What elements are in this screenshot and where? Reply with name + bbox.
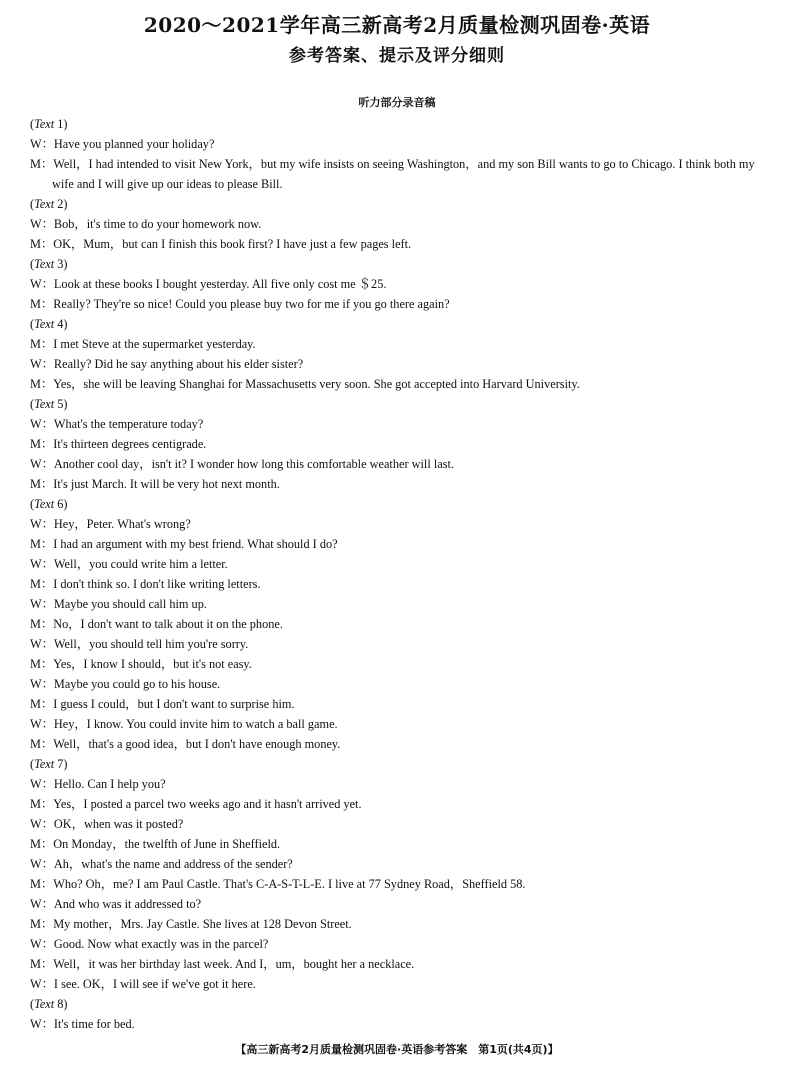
dialogue-line: W：Look at these books I bought yesterday. All five only cost me ＄25. bbox=[30, 277, 387, 291]
document-title: 2020～2021学年高三新高考2月质量检测巩固卷·英语 bbox=[143, 13, 651, 37]
label-open-paren: ( bbox=[30, 757, 35, 771]
label-word: Text bbox=[34, 257, 55, 271]
label-close-paren: ) bbox=[63, 117, 68, 131]
label-open-paren: ( bbox=[30, 117, 35, 131]
label-number: 5 bbox=[54, 397, 64, 411]
label-word: Text bbox=[34, 757, 55, 771]
dialogue-line: W：Hey，I know. You could invite him to watch a ball game. bbox=[30, 717, 338, 731]
dialogue-line: W：Have you planned your holiday? bbox=[30, 137, 215, 151]
label-close-paren: ) bbox=[63, 397, 68, 411]
dialogue-line: W：Well，you should tell him you're sorry. bbox=[30, 637, 249, 651]
label-close-paren: ) bbox=[63, 197, 68, 211]
label-number: 6 bbox=[54, 497, 64, 511]
section-heading: 听力部分录音稿 bbox=[358, 96, 436, 109]
dialogue-line: M：I don't think so. I don't like writing letters. bbox=[30, 577, 261, 591]
label-close-paren: ) bbox=[63, 497, 68, 511]
dialogue-line: W：Good. Now what exactly was in the parcel? bbox=[30, 937, 269, 951]
text-section-label bbox=[30, 394, 775, 414]
dialogue-line: M：I had an argument with my best friend. What should I do? bbox=[30, 537, 338, 551]
dialogue-line: W：Hello. Can I help you? bbox=[30, 777, 166, 791]
dialogue-line: M：Yes，I posted a parcel two weeks ago and it hasn't arrived yet. bbox=[30, 797, 362, 811]
dialogue-line: W：Maybe you should call him up. bbox=[30, 597, 207, 611]
text-section-label bbox=[30, 114, 775, 134]
label-number: 7 bbox=[54, 757, 64, 771]
label-word: Text bbox=[34, 397, 55, 411]
label-open-paren: ( bbox=[30, 257, 35, 271]
label-number: 3 bbox=[54, 257, 64, 271]
label-open-paren: ( bbox=[30, 397, 35, 411]
dialogue-line: W：It's time for bed. bbox=[30, 1017, 135, 1031]
dialogue-line: W：And who was it addressed to? bbox=[30, 897, 202, 911]
document-subtitle: 参考答案、提示及评分细则 bbox=[289, 46, 505, 66]
dialogue-line: M：It's thirteen degrees centigrade. bbox=[30, 437, 207, 451]
dialogue-line: M：Yes，I know I should，but it's not easy. bbox=[30, 657, 252, 671]
dialogue-line: M：OK，Mum，but can I finish this book first? I have just a few pages left. bbox=[30, 237, 412, 251]
label-open-paren: ( bbox=[30, 197, 35, 211]
page-footer: 【高三新高考2月质量检测巩固卷·英语参考答案 第1页(共4页)】 bbox=[235, 1043, 559, 1056]
text-section-label bbox=[30, 494, 775, 514]
dialogue-line: W：Ah，what's the name and address of the sender? bbox=[30, 857, 293, 871]
dialogue-line: M：I met Steve at the supermarket yesterday. bbox=[30, 337, 256, 351]
dialogue-line: W：Hey，Peter. What's wrong? bbox=[30, 517, 191, 531]
dialogue-line: W：Bob，it's time to do your homework now. bbox=[30, 217, 262, 231]
dialogue-line: W：I see. OK，I will see if we've got it here. bbox=[30, 977, 256, 991]
dialogue-line: W：What's the temperature today? bbox=[30, 417, 204, 431]
label-close-paren: ) bbox=[63, 257, 68, 271]
text-section-label bbox=[30, 754, 775, 774]
label-close-paren: ) bbox=[63, 317, 68, 331]
dialogue-line: M：On Monday，the twelfth of June in Sheffield. bbox=[30, 837, 281, 851]
label-close-paren: ) bbox=[63, 997, 68, 1011]
dialogue-line: M：No，I don't want to talk about it on the phone. bbox=[30, 617, 283, 631]
label-word: Text bbox=[34, 997, 55, 1011]
label-open-paren: ( bbox=[30, 497, 35, 511]
text-section-label bbox=[30, 194, 775, 214]
label-word: Text bbox=[34, 117, 55, 131]
label-word: Text bbox=[34, 497, 55, 511]
label-number: 8 bbox=[54, 997, 64, 1011]
label-number: 1 bbox=[54, 117, 64, 131]
dialogue-line: W：OK，when was it posted? bbox=[30, 817, 184, 831]
label-word: Text bbox=[34, 317, 55, 331]
dialogue-line: M：It's just March. It will be very hot next month. bbox=[30, 477, 280, 491]
text-section-label bbox=[30, 314, 775, 334]
dialogue-line: M：Really? They're so nice! Could you please buy two for me if you go there again? bbox=[30, 297, 450, 311]
label-open-paren: ( bbox=[30, 997, 35, 1011]
text-section-label bbox=[30, 994, 775, 1014]
label-close-paren: ) bbox=[63, 757, 68, 771]
label-word: Text bbox=[34, 197, 55, 211]
label-open-paren: ( bbox=[30, 317, 35, 331]
dialogue-line: W：Maybe you could go to his house. bbox=[30, 677, 221, 691]
dialogue-line: M：Well，it was her birthday last week. And I，um，bought her a necklace. bbox=[30, 957, 415, 971]
dialogue-line: M：Who? Oh，me? I am Paul Castle. That's C-A-S-T-L-E. I live at 77 Sydney Road，Sheffield 58. bbox=[30, 877, 526, 891]
label-number: 2 bbox=[54, 197, 64, 211]
dialogue-line: M：I guess I could，but I don't want to surprise him. bbox=[30, 697, 295, 711]
dialogue-line: M：Well，that's a good idea，but I don't have enough money. bbox=[30, 737, 341, 751]
text-section-label bbox=[30, 254, 775, 274]
dialogue-line: W：Really? Did he say anything about his elder sister? bbox=[30, 357, 304, 371]
dialogue-line: M：Yes，she will be leaving Shanghai for Massachusetts very soon. She got accepted into Harvard University. bbox=[30, 377, 580, 391]
label-number: 4 bbox=[54, 317, 64, 331]
dialogue-line: M：My mother，Mrs. Jay Castle. She lives at 128 Devon Street. bbox=[30, 917, 352, 931]
dialogue-line: M：Well，I had intended to visit New York，but my wife insists on seeing Washington，and my son Bill wants to go to Chicago. I think both my wife and I will give up our ideas to please Bill. bbox=[30, 157, 755, 191]
dialogue-line: W：Well，you could write him a letter. bbox=[30, 557, 228, 571]
dialogue-line: W：Another cool day，isn't it? I wonder how long this comfortable weather will last. bbox=[30, 457, 454, 471]
transcript bbox=[30, 114, 775, 1034]
